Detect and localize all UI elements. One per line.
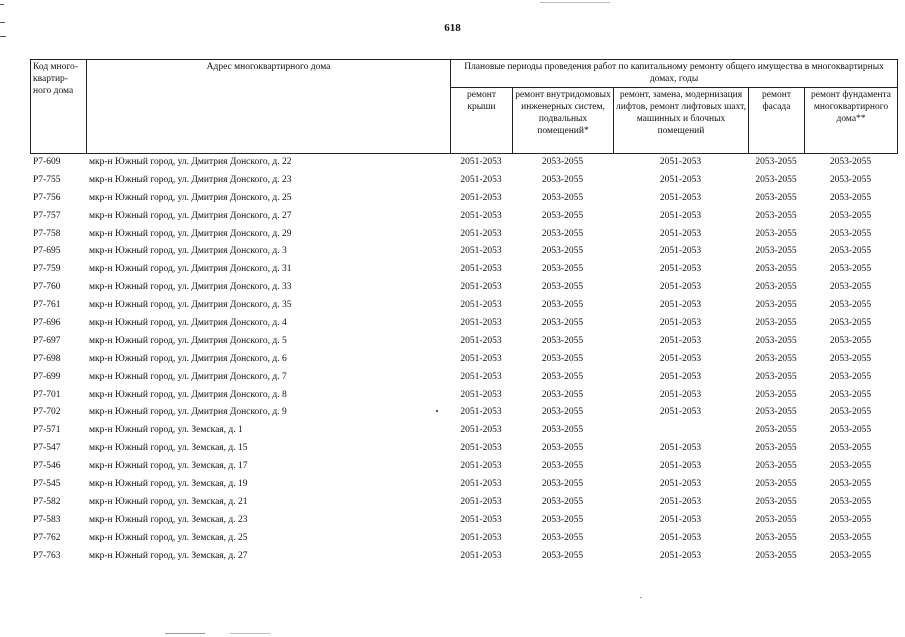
cell-foundation: 2053-2055	[829, 461, 872, 472]
cell-elevators: 2051-2053	[659, 282, 702, 293]
cell-systems: 2053-2055	[541, 550, 584, 561]
table-row	[30, 172, 897, 190]
cell-roof: 2051-2053	[460, 318, 502, 329]
cell-facade: 2053-2055	[755, 318, 797, 329]
cell-address: мкр-н Южный город, ул. Дмитрия Донского, д. 4	[89, 318, 287, 329]
cell-address: мкр-н Южный город, ул. Дмитрия Донского, д. 22	[89, 157, 292, 167]
cell-systems: 2053-2055	[541, 318, 584, 329]
cell-code: Р7-701	[33, 389, 61, 400]
table-row	[30, 190, 897, 208]
cell-address: мкр-н Южный город, ул. Земская, д. 25	[89, 532, 248, 543]
cell-systems: 2053-2055	[541, 246, 584, 257]
cell-roof: 2051-2053	[460, 282, 502, 293]
cell-address: мкр-н Южный город, ул. Дмитрия Донского, д. 27	[89, 210, 292, 221]
cell-facade: 2053-2055	[755, 246, 797, 257]
cell-systems: 2053-2055	[541, 461, 584, 472]
cell-address: мкр-н Южный город, ул. Земская, д. 23	[89, 514, 248, 525]
scan-artifact	[165, 633, 205, 634]
cell-facade: 2053-2055	[755, 550, 797, 561]
cell-elevators: 2051-2053	[659, 443, 702, 454]
table-row	[30, 494, 897, 512]
cell-facade: 2053-2055	[755, 496, 797, 507]
cell-address: мкр-н Южный город, ул. Земская, д. 21	[89, 496, 248, 507]
cell-code: Р7-702	[33, 407, 61, 418]
cell-systems: 2053-2055	[541, 371, 584, 382]
cell-address: мкр-н Южный город, ул. Дмитрия Донского, д. 8	[89, 389, 287, 400]
cell-elevators: 2051-2053	[659, 353, 702, 364]
cell-code: Р7-582	[33, 496, 61, 507]
cell-roof: 2051-2053	[460, 192, 502, 203]
cell-foundation: 2053-2055	[829, 174, 872, 185]
cell-roof: 2051-2053	[460, 461, 502, 472]
cell-foundation: 2053-2055	[829, 389, 872, 400]
cell-systems: 2053-2055	[541, 479, 584, 490]
cell-roof: 2051-2053	[460, 210, 502, 221]
header-code: Код много-квартир-ного дома	[31, 60, 87, 154]
cell-facade: 2053-2055	[755, 300, 797, 311]
table-row	[30, 243, 897, 261]
cell-roof: 2051-2053	[460, 550, 502, 561]
cell-code: Р7-609	[33, 157, 61, 167]
cell-foundation: 2053-2055	[829, 514, 872, 525]
table-body	[30, 154, 897, 565]
cell-address: мкр-н Южный город, ул. Земская, д. 15	[89, 443, 248, 454]
cell-elevators: 2051-2053	[659, 246, 702, 257]
cell-systems: 2053-2055	[541, 496, 584, 507]
table-row	[30, 422, 897, 440]
cell-facade: 2053-2055	[755, 443, 797, 454]
table-row	[30, 530, 897, 548]
cell-roof: 2051-2053	[460, 443, 502, 454]
cell-roof: 2051-2053	[460, 353, 502, 364]
cell-systems: 2053-2055	[541, 264, 584, 275]
cell-roof: 2051-2053	[460, 532, 502, 543]
cell-roof: 2051-2053	[460, 228, 502, 239]
cell-roof: 2051-2053	[460, 371, 502, 382]
cell-foundation: 2053-2055	[829, 264, 872, 275]
cell-foundation: 2053-2055	[829, 300, 872, 311]
cell-elevators: 2051-2053	[659, 461, 702, 472]
table-row	[30, 458, 897, 476]
cell-elevators: 2051-2053	[659, 318, 702, 329]
cell-code: Р7-695	[33, 246, 61, 257]
cell-code: Р7-761	[33, 300, 61, 311]
scan-artifact	[640, 597, 642, 598]
cell-code: Р7-698	[33, 353, 61, 364]
table-row	[30, 548, 897, 566]
cell-facade: 2053-2055	[755, 461, 797, 472]
cell-address: мкр-н Южный город, ул. Дмитрия Донского, д. 25	[89, 192, 292, 203]
cell-roof: 2051-2053	[460, 479, 502, 490]
cell-facade: 2053-2055	[755, 264, 797, 275]
cell-elevators: 2051-2053	[659, 228, 702, 239]
table-row	[30, 226, 897, 244]
cell-systems: 2053-2055	[541, 210, 584, 221]
cell-elevators: 2051-2053	[659, 496, 702, 507]
cell-roof: 2051-2053	[460, 246, 502, 257]
cell-code: Р7-759	[33, 264, 61, 275]
table-row	[30, 208, 897, 226]
cell-foundation: 2053-2055	[829, 210, 872, 221]
cell-facade: 2053-2055	[755, 371, 797, 382]
cell-systems: 2053-2055	[541, 300, 584, 311]
scan-artifact	[0, 22, 5, 23]
cell-facade: 2053-2055	[755, 335, 797, 346]
scan-artifact	[540, 2, 610, 3]
cell-address: мкр-н Южный город, ул. Земская, д. 17	[89, 461, 248, 472]
cell-address: мкр-н Южный город, ул. Земская, д. 27	[89, 550, 248, 561]
cell-foundation: 2053-2055	[829, 443, 872, 454]
cell-address: мкр-н Южный город, ул. Дмитрия Донского, д. 29	[89, 228, 292, 239]
cell-elevators: 2051-2053	[659, 335, 702, 346]
cell-facade: 2053-2055	[755, 425, 797, 436]
cell-elevators: 2051-2053	[659, 174, 702, 185]
cell-code: Р7-697	[33, 335, 61, 346]
cell-code: Р7-762	[33, 532, 61, 543]
table-row	[30, 315, 897, 333]
header-elevators: ремонт, замена, модернизация лифтов, ремонт лифтовых шахт, машинных и блочных помещений	[614, 88, 749, 154]
cell-systems: 2053-2055	[541, 174, 584, 185]
table-row	[30, 369, 897, 387]
table-row	[30, 476, 897, 494]
cell-systems: 2053-2055	[541, 353, 584, 364]
cell-facade: 2053-2055	[755, 157, 797, 167]
scan-artifact	[230, 633, 270, 634]
cell-facade: 2053-2055	[755, 479, 797, 490]
table-row	[30, 279, 897, 297]
cell-systems: 2053-2055	[541, 532, 584, 543]
cell-elevators: 2051-2053	[659, 532, 702, 543]
cell-elevators: 2051-2053	[659, 371, 702, 382]
table-row	[30, 154, 897, 172]
cell-address: мкр-н Южный город, ул. Дмитрия Донского, д. 3	[89, 246, 287, 257]
cell-roof: 2051-2053	[460, 335, 502, 346]
cell-facade: 2053-2055	[755, 353, 797, 364]
cell-code: Р7-545	[33, 479, 61, 490]
cell-address: мкр-н Южный город, ул. Дмитрия Донского, д. 33	[89, 282, 292, 293]
cell-facade: 2053-2055	[755, 407, 797, 418]
table-row	[30, 297, 897, 315]
cell-systems: 2053-2055	[541, 335, 584, 346]
cell-code: Р7-756	[33, 192, 61, 203]
cell-facade: 2053-2055	[755, 389, 797, 400]
cell-elevators: 2051-2053	[659, 264, 702, 275]
cell-systems: 2053-2055	[541, 282, 584, 293]
cell-address: мкр-н Южный город, ул. Дмитрия Донского, д. 9	[89, 407, 287, 418]
cell-code: Р7-546	[33, 461, 61, 472]
table-row	[30, 404, 897, 422]
cell-elevators: 2051-2053	[659, 514, 702, 525]
cell-facade: 2053-2055	[755, 192, 797, 203]
header-address: Адрес многоквартирного дома	[87, 60, 451, 154]
cell-foundation: 2053-2055	[829, 532, 872, 543]
cell-roof: 2051-2053	[460, 389, 502, 400]
cell-address: мкр-н Южный город, ул. Земская, д. 19	[89, 479, 248, 490]
cell-code: Р7-547	[33, 443, 61, 454]
cell-address: мкр-н Южный город, ул. Дмитрия Донского, д. 35	[89, 300, 292, 311]
cell-facade: 2053-2055	[755, 210, 797, 221]
cell-code: Р7-755	[33, 174, 61, 185]
cell-systems: 2053-2055	[541, 192, 584, 203]
cell-roof: 2051-2053	[460, 407, 502, 418]
table-row	[30, 351, 897, 369]
cell-facade: 2053-2055	[755, 228, 797, 239]
header-facade: ремонт фасада	[749, 88, 805, 154]
cell-systems: 2053-2055	[541, 514, 584, 525]
cell-code: Р7-757	[33, 210, 61, 221]
cell-foundation: 2053-2055	[829, 282, 872, 293]
header-periods: Плановые периоды проведения работ по капитальному ремонту общего имущества в многоквартирных домах, годы	[451, 60, 898, 88]
cell-address: мкр-н Южный город, ул. Дмитрия Донского, д. 31	[89, 264, 292, 275]
cell-address: мкр-н Южный город, ул. Дмитрия Донского, д. 5	[89, 335, 287, 346]
cell-elevators: 2051-2053	[659, 479, 702, 490]
cell-elevators: 2051-2053	[659, 550, 702, 561]
cell-code: Р7-583	[33, 514, 61, 525]
cell-address: мкр-н Южный город, ул. Дмитрия Донского, д. 7	[89, 371, 287, 382]
table-row	[30, 512, 897, 530]
cell-foundation: 2053-2055	[829, 353, 872, 364]
cell-foundation: 2053-2055	[829, 479, 872, 490]
cell-roof: 2051-2053	[460, 174, 502, 185]
cell-facade: 2053-2055	[755, 174, 797, 185]
cell-foundation: 2053-2055	[829, 335, 872, 346]
cell-foundation: 2053-2055	[829, 425, 872, 436]
cell-code: Р7-758	[33, 228, 61, 239]
cell-elevators: 2051-2053	[659, 192, 702, 203]
cell-foundation: 2053-2055	[829, 550, 872, 561]
cell-roof: 2051-2053	[460, 496, 502, 507]
cell-roof: 2051-2053	[460, 264, 502, 275]
cell-roof: 2051-2053	[460, 300, 502, 311]
cell-facade: 2053-2055	[755, 514, 797, 525]
cell-code: Р7-696	[33, 318, 61, 329]
table-row	[30, 333, 897, 351]
scan-artifact	[0, 36, 6, 37]
cell-roof: 2051-2053	[460, 425, 502, 436]
header-foundation: ремонт фундамента многоквартирного дома**	[805, 88, 898, 154]
header-systems: ремонт внутридомовых инженерных систем, подвальных помещений*	[513, 88, 614, 154]
cell-foundation: 2053-2055	[829, 157, 872, 167]
cell-code: Р7-763	[33, 550, 61, 561]
cell-elevators: 2051-2053	[659, 210, 702, 221]
cell-foundation: 2053-2055	[829, 192, 872, 203]
table-row	[30, 387, 897, 405]
cell-elevators: 2051-2053	[659, 300, 702, 311]
page-number: 618	[444, 22, 461, 34]
table-row	[30, 261, 897, 279]
cell-address: мкр-н Южный город, ул. Дмитрия Донского, д. 6	[89, 353, 287, 364]
cell-foundation: 2053-2055	[829, 496, 872, 507]
cell-roof: 2051-2053	[460, 514, 502, 525]
header-roof: ремонт крыши	[451, 88, 513, 154]
scan-artifact	[436, 410, 438, 412]
cell-systems: 2053-2055	[541, 157, 584, 167]
table-row	[30, 440, 897, 458]
cell-elevators: 2051-2053	[659, 389, 702, 400]
cell-foundation: 2053-2055	[829, 318, 872, 329]
cell-address: мкр-н Южный город, ул. Земская, д. 1	[89, 425, 243, 436]
scan-artifact	[0, 4, 4, 5]
cell-foundation: 2053-2055	[829, 228, 872, 239]
cell-foundation: 2053-2055	[829, 371, 872, 382]
cell-elevators: 2051-2053	[659, 407, 702, 418]
cell-code: Р7-760	[33, 282, 61, 293]
cell-elevators: 2051-2053	[659, 157, 702, 167]
cell-systems: 2053-2055	[541, 228, 584, 239]
cell-systems: 2053-2055	[541, 443, 584, 454]
cell-roof: 2051-2053	[460, 157, 502, 167]
cell-facade: 2053-2055	[755, 532, 797, 543]
cell-code: Р7-571	[33, 425, 61, 436]
cell-foundation: 2053-2055	[829, 407, 872, 418]
cell-code: Р7-699	[33, 371, 61, 382]
cell-facade: 2053-2055	[755, 282, 797, 293]
cell-systems: 2053-2055	[541, 425, 584, 436]
table-header	[30, 59, 898, 154]
cell-foundation: 2053-2055	[829, 246, 872, 257]
cell-address: мкр-н Южный город, ул. Дмитрия Донского, д. 23	[89, 174, 292, 185]
cell-systems: 2053-2055	[541, 389, 584, 400]
cell-systems: 2053-2055	[541, 407, 584, 418]
